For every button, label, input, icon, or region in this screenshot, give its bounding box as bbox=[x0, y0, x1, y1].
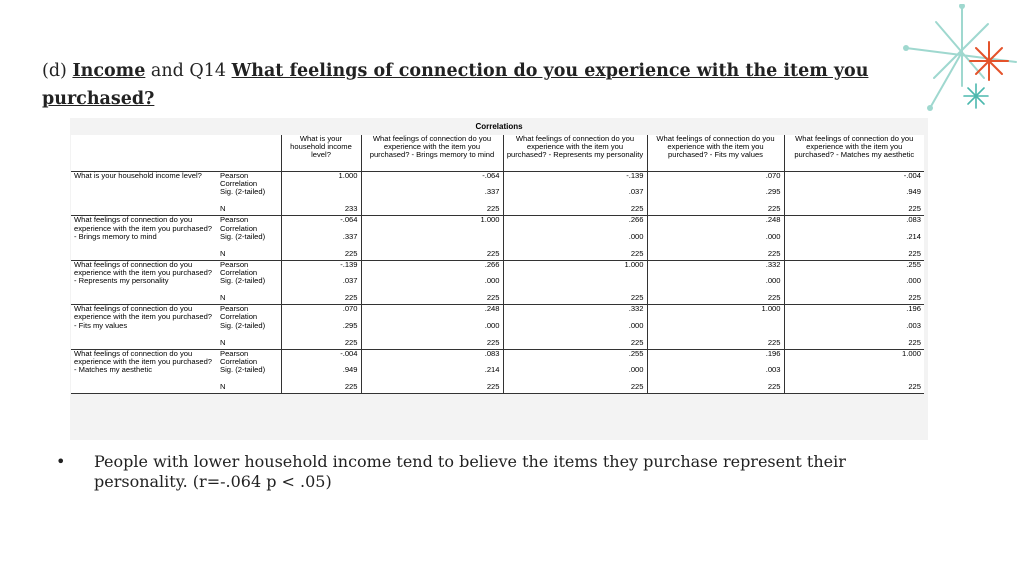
table-cell: 1.000 bbox=[784, 349, 924, 366]
stat-label: N bbox=[217, 205, 281, 216]
correlations-title: Correlations bbox=[475, 122, 523, 131]
table-cell: 225 bbox=[647, 339, 784, 350]
table-cell: 1.000 bbox=[647, 305, 784, 322]
table-cell: -.139 bbox=[281, 260, 361, 277]
stat-label: N bbox=[217, 294, 281, 305]
table-cell: .000 bbox=[503, 322, 647, 339]
stat-label: Pearson Correlation bbox=[220, 215, 258, 233]
table-cell: .248 bbox=[647, 216, 784, 233]
table-cell: 225 bbox=[361, 294, 503, 305]
table-cell: .000 bbox=[361, 322, 503, 339]
table-header-row bbox=[71, 135, 924, 172]
table-cell: 233 bbox=[281, 205, 361, 216]
table-row bbox=[71, 260, 924, 277]
table-cell: 225 bbox=[361, 250, 503, 261]
table-cell: .295 bbox=[281, 322, 361, 339]
table-cell: 225 bbox=[503, 294, 647, 305]
table-cell: 225 bbox=[281, 294, 361, 305]
table-cell: .248 bbox=[361, 305, 503, 322]
column-header: What feelings of connection do you experience with the item you purchased? - Matches my aesthetic bbox=[784, 135, 924, 172]
row-label: What feelings of connection do you experience with the item you purchased? - Fits my values bbox=[71, 305, 217, 349]
table-cell: 225 bbox=[281, 383, 361, 394]
table-cell: .003 bbox=[784, 322, 924, 339]
table-cell: .000 bbox=[647, 277, 784, 294]
table-cell: .000 bbox=[503, 233, 647, 250]
table-cell: 225 bbox=[361, 383, 503, 394]
table-cell bbox=[503, 277, 647, 294]
table-cell: 225 bbox=[361, 205, 503, 216]
table-cell: .255 bbox=[784, 260, 924, 277]
table-cell: .196 bbox=[784, 305, 924, 322]
table-row bbox=[71, 349, 924, 366]
table-cell: 225 bbox=[361, 339, 503, 350]
stat-label: Sig. (2-tailed) bbox=[220, 187, 266, 197]
column-header: What feelings of connection do you experience with the item you purchased? - Represents my personality bbox=[503, 135, 647, 172]
stat-label: Pearson Correlation bbox=[220, 259, 258, 278]
table-row bbox=[71, 172, 924, 189]
heading-variable-income: Income bbox=[72, 61, 146, 81]
sparkle-stars-icon bbox=[896, 4, 1022, 114]
column-header: What is your household income level? bbox=[281, 135, 361, 172]
table-cell: -.064 bbox=[281, 216, 361, 233]
table-cell: .214 bbox=[361, 366, 503, 383]
table-cell: .083 bbox=[784, 216, 924, 233]
table-cell: .003 bbox=[647, 366, 784, 383]
table-row bbox=[71, 216, 924, 233]
table-cell: 225 bbox=[503, 205, 647, 216]
table-cell: .332 bbox=[503, 305, 647, 322]
table-cell: .332 bbox=[647, 260, 784, 277]
table-cell: -.004 bbox=[281, 349, 361, 366]
table-cell bbox=[281, 188, 361, 205]
column-header: What feelings of connection do you experience with the item you purchased? - Brings memory to mind bbox=[361, 135, 503, 172]
stat-label: Pearson Correlation bbox=[220, 171, 258, 189]
table-cell: .070 bbox=[647, 172, 784, 189]
correlations-table bbox=[71, 135, 924, 394]
stat-label: Pearson Correlation bbox=[220, 304, 258, 322]
table-cell: 225 bbox=[503, 339, 647, 350]
table-cell bbox=[361, 233, 503, 250]
table-cell: 1.000 bbox=[503, 260, 647, 277]
table-cell: .037 bbox=[281, 277, 361, 294]
table-cell: .295 bbox=[647, 188, 784, 205]
table-cell: 225 bbox=[784, 383, 924, 394]
table-cell: -.064 bbox=[361, 172, 503, 189]
table-cell: .037 bbox=[503, 188, 647, 205]
table-cell: .083 bbox=[361, 349, 503, 366]
table-cell: .949 bbox=[281, 366, 361, 383]
stat-label: N bbox=[217, 339, 281, 350]
heading-prefix: (d) bbox=[42, 61, 67, 81]
table-cell: .000 bbox=[503, 366, 647, 383]
heading-question: What feelings of connection do you experience with the item you purchased? bbox=[42, 61, 869, 109]
table-cell: .000 bbox=[647, 233, 784, 250]
column-header: What feelings of connection do you experience with the item you purchased? - Fits my values bbox=[647, 135, 784, 172]
table-cell: -.004 bbox=[784, 172, 924, 189]
slide-heading bbox=[42, 57, 872, 113]
table-cell: 225 bbox=[647, 294, 784, 305]
table-cell: 1.000 bbox=[281, 172, 361, 189]
stat-label: Sig. (2-tailed) bbox=[220, 276, 266, 286]
table-cell: .214 bbox=[784, 233, 924, 250]
table-cell: .337 bbox=[361, 188, 503, 205]
table-cell: 225 bbox=[647, 205, 784, 216]
table-cell: 225 bbox=[647, 250, 784, 261]
table-cell: .266 bbox=[361, 260, 503, 277]
table-row bbox=[71, 305, 924, 322]
table-cell: .266 bbox=[503, 216, 647, 233]
stat-label: Sig. (2-tailed) bbox=[220, 365, 266, 375]
table-cell: 225 bbox=[503, 383, 647, 394]
bullet-dot: • bbox=[56, 452, 66, 471]
table-cell: 225 bbox=[281, 250, 361, 261]
row-label: What feelings of connection do you experience with the item you purchased? - Represents my personality bbox=[71, 260, 217, 304]
list-item bbox=[56, 452, 936, 492]
table-cell bbox=[784, 366, 924, 383]
table-cell: .255 bbox=[503, 349, 647, 366]
table-cell: .949 bbox=[784, 188, 924, 205]
finding-text: People with lower household income tend to believe the items they purchase represent their personality. (r=-.064 p < .05) bbox=[94, 452, 846, 491]
table-cell: 1.000 bbox=[361, 216, 503, 233]
table-cell: .000 bbox=[361, 277, 503, 294]
stat-label: Pearson Correlation bbox=[220, 348, 258, 366]
stat-label: Sig. (2-tailed) bbox=[220, 231, 266, 241]
table-cell: 225 bbox=[784, 339, 924, 350]
table-cell: .337 bbox=[281, 233, 361, 250]
table-cell: -.139 bbox=[503, 172, 647, 189]
table-cell: 225 bbox=[281, 339, 361, 350]
table-cell: 225 bbox=[784, 250, 924, 261]
heading-connector: and Q14 bbox=[150, 61, 226, 81]
stat-label: N bbox=[217, 383, 281, 394]
table-cell: 225 bbox=[784, 205, 924, 216]
header-corner bbox=[71, 135, 281, 172]
correlations-output bbox=[70, 118, 928, 440]
table-cell: 225 bbox=[647, 383, 784, 394]
stat-label: N bbox=[217, 250, 281, 261]
table-cell bbox=[647, 322, 784, 339]
table-cell: .196 bbox=[647, 349, 784, 366]
table-cell: .000 bbox=[784, 277, 924, 294]
table-cell: .070 bbox=[281, 305, 361, 322]
stat-label: Sig. (2-tailed) bbox=[220, 320, 266, 330]
findings-list bbox=[56, 452, 936, 492]
table-cell: 225 bbox=[503, 250, 647, 261]
table-cell: 225 bbox=[784, 294, 924, 305]
row-label: What is your household income level? bbox=[71, 172, 217, 216]
row-label: What feelings of connection do you experience with the item you purchased? - Brings memory to mind bbox=[71, 216, 217, 260]
row-label: What feelings of connection do you experience with the item you purchased? - Matches my aesthetic bbox=[71, 349, 217, 393]
